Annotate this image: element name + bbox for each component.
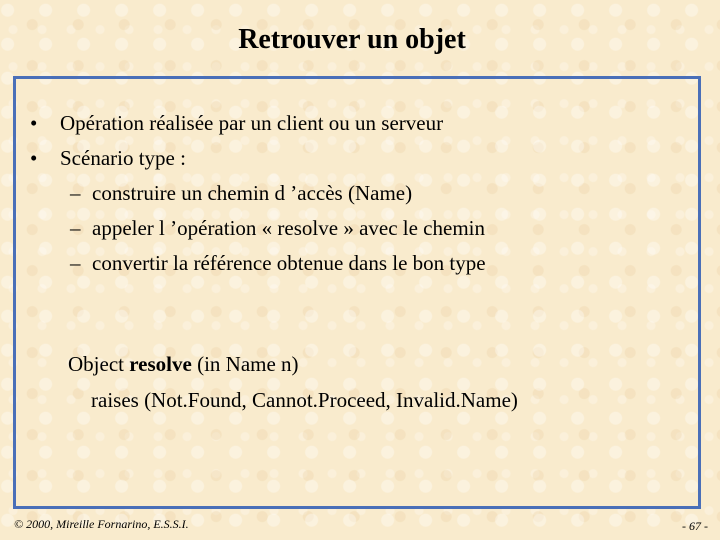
sub-list-item-text: convertir la référence obtenue dans le bon type: [92, 251, 486, 275]
bullet-list: [30, 106, 486, 281]
slide-title: Retrouver un objet: [238, 24, 466, 55]
sub-list-item-text: appeler l ’opération « resolve » avec le chemin: [92, 216, 485, 240]
list-item-text: Opération réalisée par un client ou un serveur: [60, 111, 444, 135]
signature-prefix: Object: [68, 352, 130, 376]
sub-list-item: [30, 211, 486, 246]
sub-list-item-text: construire un chemin d ’accès (Name): [92, 181, 413, 205]
signature-method: resolve: [129, 352, 192, 376]
signature-raises: raises (Not.Found, Cannot.Proceed, Invalid.Name): [91, 388, 518, 412]
dash-mark: –: [70, 216, 81, 240]
dash-mark: –: [70, 251, 81, 275]
sub-list-item: [30, 176, 486, 211]
bullet-mark: •: [30, 146, 38, 170]
list-item: [30, 141, 486, 176]
signature-line-1: [68, 346, 518, 382]
signature-params: (in Name n): [191, 352, 299, 376]
list-item: [30, 106, 486, 141]
list-item-text: Scénario type :: [60, 146, 186, 170]
operation-signature: [68, 346, 518, 418]
dash-mark: –: [70, 181, 81, 205]
bullet-mark: •: [30, 111, 38, 135]
sub-list-item: [30, 246, 486, 281]
footer-copyright: © 2000, Mireille Fornarino, E.S.S.I.: [14, 517, 189, 531]
page-number: - 67 -: [682, 519, 708, 533]
